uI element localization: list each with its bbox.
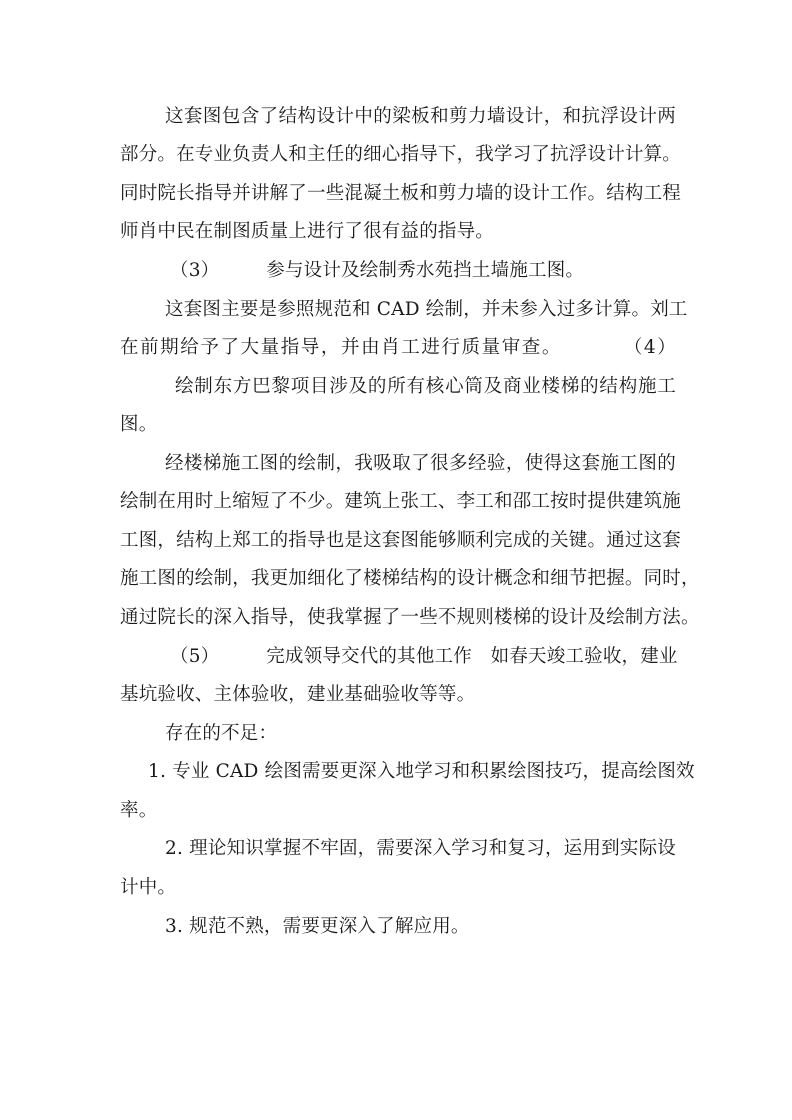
- list-item-1: 1. 专业 CAD 绘图需要更深入地学习和积累绘图技巧，提高绘图效: [148, 761, 695, 782]
- list-item-3: 3. 规范不熟，需要更深入了解应用。: [165, 916, 470, 937]
- paragraph-line: 部分。在专业负责人和主任的细心指导下，我学习了抗浮设计计算。: [120, 144, 682, 165]
- paragraph-line: 图。: [120, 414, 158, 435]
- paragraph-line: 基坑验收、主体验收，建业基础验收等等。: [120, 684, 476, 705]
- paragraph-line: 经楼梯施工图的绘制，我吸取了很多经验，使得这套施工图的: [165, 453, 676, 474]
- paragraph-line: 通过院长的深入指导，使我掌握了一些不规则楼梯的设计及绘制方法。: [120, 607, 700, 628]
- paragraph-line: 绘制在用时上缩短了不少。建筑上张工、李工和邵工按时提供建筑施: [120, 491, 682, 512]
- shortcomings-heading: 存在的不足：: [165, 723, 278, 744]
- paragraph-line: 师肖中民在制图质量上进行了很有益的指导。: [120, 221, 495, 242]
- section-heading-4: 绘制东方巴黎项目涉及的所有核心筒及商业楼梯的结构施工: [175, 376, 676, 397]
- paragraph-line: 这套图主要是参照规范和 CAD 绘制，并未参入过多计算。刘工: [165, 299, 688, 320]
- section-heading-3: （3） 参与设计及绘制秀水苑挡土墙施工图。: [170, 260, 585, 281]
- paragraph-line: 在前期给予了大量指导，并由肖工进行质量审查。 （4）: [120, 337, 676, 358]
- section-heading-5: （5） 完成领导交代的其他工作 如春天竣工验收，建业: [170, 646, 678, 667]
- paragraph-line: 同时院长指导并讲解了一些混凝土板和剪力墙的设计工作。结构工程: [120, 183, 682, 204]
- list-item-2-continued: 计中。: [120, 877, 177, 898]
- paragraph-line: 工图，结构上郑工的指导也是这套图能够顺利完成的关键。通过这套: [120, 530, 682, 551]
- list-item-2: 2. 理论知识掌握不牢固，需要深入学习和复习，运用到实际设: [165, 838, 676, 859]
- list-item-1-continued: 率。: [120, 800, 158, 821]
- paragraph-line: 施工图的绘制，我更加细化了楼梯结构的设计概念和细节把握。同时，: [120, 568, 700, 589]
- paragraph-line: 这套图包含了结构设计中的梁板和剪力墙设计，和抗浮设计两: [165, 106, 676, 127]
